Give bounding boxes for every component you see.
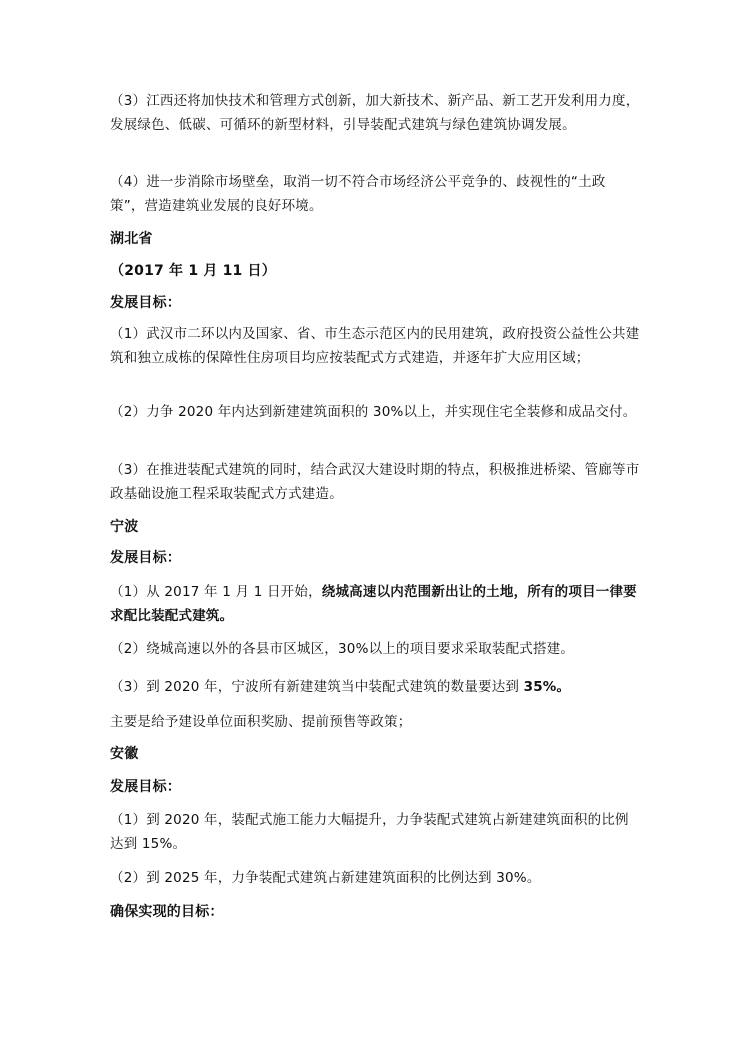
hubei-heading: 湖北省 xyxy=(110,231,153,247)
ningbo-goal-heading: 发展目标： xyxy=(110,550,181,566)
anhui-ensure-heading: 确保实现的目标： xyxy=(110,904,224,920)
ningbo-item-2: （2）绕城高速以外的各县市区城区，30%以上的项目要求采取装配式搭建。 xyxy=(110,641,575,657)
hubei-item-3: （3）在推进装配式建筑的同时，结合武汉大建设时期的特点，积极推进桥梁、管廊等市政基础设施工程采取装配式方式建造。 xyxy=(110,462,640,502)
jiangxi-item-3: （3）江西还将加快技术和管理方式创新，加大新技术、新产品、新工艺开发利用力度，发展绿色、低碳、可循环的新型材料，引导装配式建筑与绿色建筑协调发展。 xyxy=(110,93,640,133)
ningbo-heading: 宁波 xyxy=(110,519,139,535)
ningbo-item-3-prefix: （3）到 2020 年，宁波所有新建建筑当中装配式建筑的数量要达到 xyxy=(110,679,524,695)
anhui-heading: 安徽 xyxy=(110,746,139,762)
anhui-item-1: （1）到 2020 年，装配式施工能力大幅提升，力争装配式建筑占新建建筑面积的比例达到 15%。 xyxy=(110,812,629,852)
hubei-goal-heading: 发展目标： xyxy=(110,295,181,311)
ningbo-item-1-bold: 绕城高速以内范围新出让的土地，所有的项目一律要求配比装配式建筑。 xyxy=(110,584,637,624)
ningbo-note: 主要是给予建设单位面积奖励、提前预售等政策； xyxy=(110,714,412,730)
ningbo-item-1-prefix: （1）从 2017 年 1 月 1 日开始， xyxy=(110,584,322,600)
ningbo-item-3 xyxy=(110,675,640,699)
jiangxi-item-4: （4）进一步消除市场壁垒，取消一切不符合市场经济公平竞争的、歧视性的“土政策”，营造建筑业发展的良好环境。 xyxy=(110,174,606,214)
ningbo-item-1 xyxy=(110,580,640,628)
ningbo-item-3-bold: 35%。 xyxy=(523,679,571,695)
hubei-item-1: （1）武汉市二环以内及国家、省、市生态示范区内的民用建筑，政府投资公益性公共建筑和独立成栋的保障性住房项目均应按装配式方式建造，并逐年扩大应用区域； xyxy=(110,326,640,366)
hubei-date: （2017 年 1 月 11 日） xyxy=(110,263,276,279)
anhui-item-2: （2）到 2025 年，力争装配式建筑占新建建筑面积的比例达到 30%。 xyxy=(110,870,541,886)
hubei-item-2: （2）力争 2020 年内达到新建建筑面积的 30%以上，并实现住宅全装修和成品交付。 xyxy=(110,404,637,420)
anhui-goal-heading: 发展目标： xyxy=(110,779,181,795)
